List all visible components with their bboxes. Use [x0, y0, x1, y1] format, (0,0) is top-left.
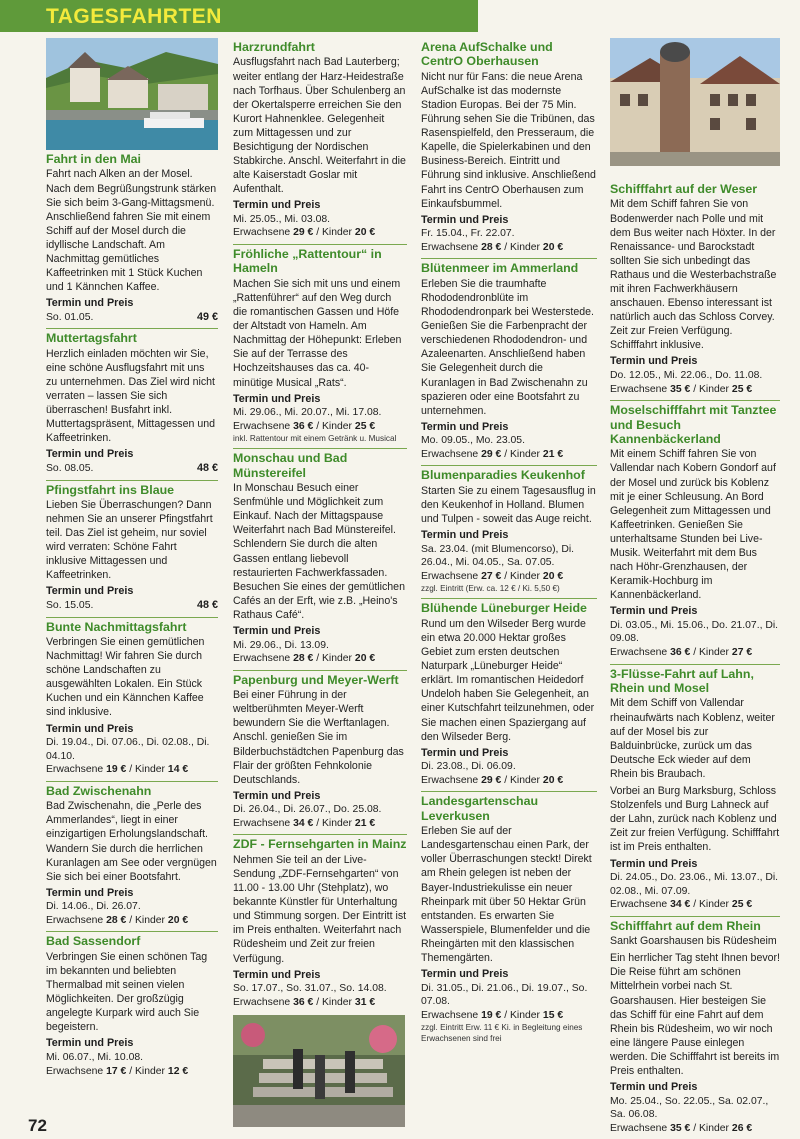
trip-title: Schifffahrt auf der Weser — [610, 182, 758, 196]
trip-dates: Mi. 29.06., Di. 13.09. — [233, 639, 329, 651]
trip-title: Fahrt in den Mai — [46, 152, 141, 166]
trip-entry — [421, 598, 597, 787]
date-price-label: Termin und Preis — [233, 199, 321, 212]
trip-description: Machen Sie sich mit uns und einem „Rattenführer“ auf den Weg durch die romantischen Gassen und Höfe der Altstadt von Hameln. Am Nachmittag der Höhepunkt: Erleben Sie auf der Terrasse des Hochzeitshauses das ca. 40-minütige Musical „Rats“. — [233, 277, 402, 389]
date-price-label: Termin und Preis — [233, 625, 321, 638]
trip-dates: Sa. 23.04. (mit Blumencorso), Di. 26.04., Mi. 04.05., Sa. 07.05. — [421, 543, 575, 569]
date-price-label: Termin und Preis — [610, 355, 698, 368]
trip-description: Nehmen Sie teil an der Live-Sendung „ZDF-Fernsehgarten“ von 11.00 - 13.00 Uhr (Stehplatz), wo bekannte Künstler für Unterhaltung und Stimmung sorgen. Der Eintritt ist im Preis enthalten. Weiterfahrt nach Rüdesheim und Zeit zur freien Verfügung. — [233, 853, 407, 965]
trip-subtitle: Sankt Goarshausen bis Rüdesheim — [610, 935, 777, 948]
trip-description: Ausflugsfahrt nach Bad Lauterberg; weiter entlang der Harz-Heidestraße nach Torfhaus. Über Schulenberg an der Okertalsperre erreichen Sie den Kurort Hahnenklee. Gelegenheit zum Mittagessen und zur Besichtigung der Nordischen Stabkirche. Anschl. Weiterfahrt in die alte Kaiserstadt Goslar mit Aufenthalt. — [233, 56, 406, 196]
trip-title: Arena AufSchalke und CentrO Oberhausen — [421, 40, 553, 69]
trip-description: Starten Sie zu einem Tagesausflug in den Keukenhof in Holland. Blumen und Tulpen - soweit das Auge reicht. — [421, 484, 596, 526]
trip-description: Fahrt nach Alken an der Mosel. Nach dem Begrüßungstrunk stärken Sie sich beim 3-Gang-Mittagsmenü. Anschließend fahren Sie mit einem Schiff auf der Mosel durch die idyllische Landschaft. Am Nachmittag gemütliches Kaffeetrinken mit 1 Stück Kuchen und 1 Kännchen Kaffee. — [46, 168, 217, 294]
date-price-label: Termin und Preis — [421, 746, 509, 759]
trip-entry — [233, 670, 407, 831]
date-price — [421, 529, 597, 594]
date-price-label: Termin und Preis — [46, 722, 134, 735]
date-price-label: Termin und Preis — [421, 420, 509, 433]
trip-price: Erwachsene 28 € / Kinder 20 € — [233, 653, 376, 665]
trip-description: Herzlich einladen möchten wir Sie, eine schöne Ausflugsfahrt mit uns zu unternehmen. Das Ziel wird nicht verraten – lassen Sie sich überraschen! Busfahrt inkl. Muttertagspräsent, Mittagessen und Kaffeetrinken. — [46, 347, 216, 445]
trip-dates: So. 15.05. — [46, 599, 94, 611]
trip-dates: Mo. 25.04., So. 22.05., Sa. 02.07., Sa. 06.08. — [610, 1095, 769, 1121]
date-price-label: Termin und Preis — [421, 968, 509, 981]
trip-entry — [610, 664, 780, 912]
date-price — [421, 968, 597, 1044]
trip-title: Monschau und Bad Münstereifel — [233, 451, 348, 480]
tv-show-stage-photo — [233, 1015, 407, 1127]
trip-dates: Mi. 06.07., Mi. 10.08. — [46, 1051, 144, 1063]
date-price — [610, 605, 780, 659]
trip-description: Rund um den Wilseder Berg wurde ein etwa 20.000 Hektar großes Gebiet zum ersten deutschen Naturpark „Lüneburger Heide“ erklärt. Im romantischen Heidedorf Undeloh haben Sie Gelegenheit, an einer Kutschfahrt teilzunehmen, oder Sie machen einen Spaziergang auf den Wilseder Berg. — [421, 617, 595, 743]
trip-description: Verbringen Sie einen gemütlichen Nachmittag! Wir fahren Sie durch schöne Landschaften zu ausgewählten Lokalen. Ein Stück Kuchen und ein Kännchen Kaffee sind inklusive. — [46, 635, 205, 719]
date-price-label: Termin und Preis — [46, 1037, 134, 1050]
date-price — [46, 887, 218, 928]
date-price-label: Termin und Preis — [46, 448, 134, 461]
date-price-label: Termin und Preis — [233, 789, 321, 802]
trip-entry — [233, 448, 407, 665]
trip-entry — [46, 150, 218, 324]
date-price — [46, 297, 218, 324]
date-price-label: Termin und Preis — [46, 297, 134, 310]
trip-dates: So. 08.05. — [46, 462, 94, 474]
trip-entry — [233, 38, 407, 240]
trip-description: Nicht nur für Fans: die neue Arena AufSchalke ist das modernste Stadion Europas. Bei der 75 Min. Führung sehen Sie die Tribünen, das Rasenspielfeld, den Presseraum, die Kapelle, die Spielerkabinen und den Business-Bereich. Eintritt und Führung sind inklusive. Anschließend Fahrt ins CentrO Oberhausen zum Einkaufsbummel. — [421, 70, 596, 210]
date-price-label: Termin und Preis — [421, 213, 509, 226]
trip-dates: Di. 23.08., Di. 06.09. — [421, 761, 516, 773]
trip-entry — [233, 244, 407, 444]
date-price — [46, 1037, 218, 1078]
hoexter-town-hall-photo — [610, 38, 780, 166]
trip-entry — [421, 465, 597, 594]
trip-entry — [233, 834, 407, 1009]
trip-entry — [421, 791, 597, 1044]
date-price-label: Termin und Preis — [610, 605, 698, 618]
trip-description: Lieben Sie Überraschungen? Dann nehmen Sie an unserer Pfingstfahrt teil. Das Ziel ist geheim, nur soviel wird verraten: Schöne Fahrt inklusive Mittagessen und Kaffeetrinken. — [46, 498, 213, 582]
trip-price: 49 € — [196, 310, 218, 323]
trip-price: Erwachsene 29 € / Kinder 20 € — [233, 227, 376, 239]
date-price-label: Termin und Preis — [610, 1081, 698, 1094]
trip-dates: Fr. 15.04., Fr. 22.07. — [421, 228, 515, 240]
column-4 — [610, 38, 780, 1139]
trip-title: Harzrundfahrt — [233, 40, 315, 54]
trip-description: Verbringen Sie einen schönen Tag im bekannten und beliebten Thermalbad mit seinen vielen Möglichkeiten. Der großzügig angelegte Kurpark wird auch Sie begeistern. — [46, 950, 208, 1034]
trip-description: Erleben Sie die traumhafte Rhododendronblüte im Rhododendronpark bei Westerstede. Genießen Sie die Farbenpracht der verschiedenen Rhododendron- und Azaleenarten. Anschließend haben Sie Gelegenheit durch die Kuranlagen in Bad Zwischenahn zu spazieren oder eine Bootsfahrt zu unternehmen. — [421, 277, 594, 417]
price-note: zzgl. Eintritt Erw. 11 € Ki. in Begleitung eines Erwachsenen sind frei — [421, 1023, 583, 1044]
trip-entry — [46, 617, 218, 777]
trip-description: In Monschau Besuch einer Senfmühle und Möglichkeit zum Einkauf. Nach der Mittagspause Weiterfahrt nach Bad Münstereifel. Schlendern Sie durch die alten Gassen entlang liebevoll restaurierten Fachwerkfassaden. Besuchen Sie eines der gemütlichen Cafés an der Erft, wie z.B. „Heino's Rathaus Café“. — [233, 482, 405, 621]
trip-dates: Mi. 25.05., Mi. 03.08. — [233, 213, 331, 225]
trip-entry — [421, 258, 597, 461]
date-price-label: Termin und Preis — [46, 585, 134, 598]
trip-price: Erwachsene 35 € / Kinder 25 € — [610, 383, 753, 395]
date-price — [610, 858, 780, 912]
date-price — [233, 393, 407, 445]
section-title: TAGESFAHRTEN — [46, 5, 222, 28]
date-price — [421, 421, 597, 462]
trip-dates: Di. 24.05., Do. 23.06., Mi. 13.07., Di. 02.08., Mi. 07.09. — [610, 872, 779, 897]
trip-entry — [421, 38, 597, 254]
trip-title: Bad Sassendorf — [46, 934, 141, 949]
trip-price: Erwachsene 36 € / Kinder 25 € — [233, 420, 376, 432]
trip-entry — [610, 916, 780, 1136]
price-note: inkl. Rattentour mit einem Getränk u. Musical — [233, 434, 397, 444]
date-price — [421, 747, 597, 788]
trip-entry — [46, 480, 218, 613]
trip-dates: Di. 31.05., Di. 21.06., Di. 19.07., So. 07.08. — [421, 982, 588, 1008]
trip-description: Ein herrlicher Tag steht Ihnen bevor! Die Reise führt am schönen Mittelrhein vorbei nach St. Goarshausen. Hier besteigen Sie das Schiff für eine Fahrt auf dem Rhein bis Rüdesheim, wo wir noch eine längere Pause einlegen werden. Die Schifffahrt ist bereits im Preis enthalten. — [610, 952, 780, 1078]
trip-entry — [610, 180, 780, 396]
trip-description: Bad Zwischenahn, die „Perle des Ammerlandes“, liegt in einer einzigartigen Erholungslandschaft. Wandern Sie durch die herrlichen Kuranlagen am See oder vergnügen Sie sich bei einer Bootsfahrt. — [46, 800, 217, 883]
trip-title: Pfingstfahrt ins Blaue — [46, 482, 175, 497]
column-2 — [233, 38, 407, 1127]
trip-entry — [46, 781, 218, 928]
trip-dates: Do. 12.05., Mi. 22.06., Do. 11.08. — [610, 369, 763, 381]
trip-dates: Di. 26.04., Di. 26.07., Do. 25.08. — [233, 804, 382, 816]
trip-price: Erwachsene 28 € / Kinder 20 € — [46, 914, 189, 926]
trip-description: Bei einer Führung in der weltberühmten Meyer-Werft bewundern Sie die Werftanlagen. Anschl. genießen Sie im Bilderbuchstädtchen Papenburg das Flair der größten Fehnkolonie Deutschlands. — [233, 689, 404, 786]
trip-price: Erwachsene 35 € / Kinder 26 € — [610, 1122, 753, 1134]
trip-dates: Mo. 09.05., Mo. 23.05. — [421, 435, 525, 447]
date-price — [46, 723, 218, 777]
trip-price: Erwachsene 34 € / Kinder 21 € — [233, 817, 376, 829]
trip-dates: So. 01.05. — [46, 311, 94, 323]
price-note: zzgl. Eintritt (Erw. ca. 12 € / Ki. 5,50 €) — [421, 584, 560, 594]
trip-description-2: Vorbei an Burg Marksburg, Schloss Stolzenfels und Burg Lahneck auf der Lahn, zurück nach Koblenz und Zeit zur freien Verfügung. Schifffahrt ist im Preis enthalten. — [610, 785, 780, 854]
trip-price: Erwachsene 36 € / Kinder 27 € — [610, 647, 753, 659]
trip-price: Erwachsene 27 € / Kinder 20 € — [421, 570, 564, 582]
trip-title: Landesgartenschau Leverkusen — [421, 794, 539, 823]
mosel-river-photo — [46, 38, 218, 150]
trip-title: Fröhliche „Rattentour“ in Hameln — [233, 247, 382, 276]
date-price — [610, 355, 780, 396]
trip-title: Schifffahrt auf dem Rhein — [610, 918, 761, 933]
trip-price: Erwachsene 36 € / Kinder 31 € — [233, 996, 376, 1008]
date-price-label: Termin und Preis — [46, 886, 134, 899]
trip-description: Erleben Sie auf der Landesgartenschau einen Park, der voller Überraschungen steckt! Direkt am Rhein gelegen ist neben der Bayer-Industriekulisse ein neuer Rheinpark mit über 50 Hektar Grün entstanden. Es erwarten Sie Wasserspiele, Blumenfelder und die Rheingärten mit den klassischen Themengärten. — [421, 825, 592, 965]
trip-entry — [46, 931, 218, 1078]
trip-dates: Di. 19.04., Di. 07.06., Di. 02.08., Di. 04.10. — [46, 737, 210, 762]
date-price — [233, 625, 407, 666]
trip-description: Mit einem Schiff fahren Sie von Vallendar nach Kobern Gondorf auf der Mosel und zurück bis Koblenz mit je einer Schleusung. An Bord Gelegenheit zum Mittagessen und Kaffeetrinken. Genießen Sie unterhaltsame Stunden bei Live-Musik. Weiterfahrt mit dem Bus nach Höhr-Grenzhausen, der Keramik-Hochburg im Kannenbäckerland. — [610, 448, 776, 602]
trip-dates: Di. 14.06., Di. 26.07. — [46, 901, 141, 913]
column-3 — [421, 38, 597, 1048]
page-number: 72 — [28, 1116, 47, 1135]
trip-title: Blumenparadies Keukenhof — [421, 468, 585, 483]
trip-title: Muttertagsfahrt — [46, 331, 137, 346]
trip-price: Erwachsene 29 € / Kinder 20 € — [421, 774, 564, 786]
date-price-label: Termin und Preis — [233, 392, 321, 405]
section-header — [0, 0, 478, 32]
date-price — [233, 199, 407, 240]
date-price-label: Termin und Preis — [233, 968, 321, 981]
trip-price: Erwachsene 19 € / Kinder 14 € — [46, 764, 189, 776]
date-price — [46, 448, 218, 475]
trip-title: Blühende Lüneburger Heide — [421, 601, 587, 616]
trip-price: Erwachsene 34 € / Kinder 25 € — [610, 899, 753, 911]
trip-price: 48 € — [196, 461, 218, 474]
trip-price: Erwachsene 19 € / Kinder 15 € — [421, 1009, 564, 1021]
date-price — [610, 1081, 780, 1135]
date-price — [233, 969, 407, 1010]
trip-description: Mit dem Schiff von Vallendar rheinaufwärts nach Koblenz, weiter auf der Mosel bis zur Balduinbrücke, zurück um das Deutsche Eck wieder auf dem Rhein bis Braubach. — [610, 697, 775, 780]
trip-title: ZDF - Fernsehgarten in Mainz — [233, 837, 407, 852]
trip-price: Erwachsene 28 € / Kinder 20 € — [421, 241, 564, 253]
trip-price: Erwachsene 17 € / Kinder 12 € — [46, 1065, 189, 1077]
date-price-label: Termin und Preis — [610, 857, 698, 870]
date-price — [233, 790, 407, 831]
trip-dates: Di. 03.05., Mi. 15.06., Do. 21.07., Di. 09.08. — [610, 619, 779, 645]
date-price — [421, 214, 597, 255]
trip-title: 3-Flüsse-Fahrt auf Lahn, Rhein und Mosel — [610, 666, 754, 696]
trip-price: Erwachsene 29 € / Kinder 21 € — [421, 448, 564, 460]
trip-entry — [610, 400, 780, 660]
trip-title: Bunte Nachmittagsfahrt — [46, 619, 187, 634]
column-1 — [46, 38, 218, 1082]
trip-description: Mit dem Schiff fahren Sie von Bodenwerder nach Polle und mit dem Bus weiter nach Höxter. In der Renaissance- und Barockstadt sollten Sie sich unbedingt das Rathaus und die Westerbachstraße mit ihren Fachwerkhäusern anschauen. Ebenso interessant ist natürlich auch das Schloss Corvey. Zeit zur Freien Verfügung. Schifffahrt inklusive. — [610, 198, 777, 352]
date-price-label: Termin und Preis — [421, 529, 509, 542]
trip-title: Bad Zwischenahn — [46, 783, 152, 798]
trip-title: Papenburg und Meyer-Werft — [233, 672, 399, 687]
trip-dates: Mi. 29.06., Mi. 20.07., Mi. 17.08. — [233, 407, 382, 419]
trip-title: Moselschifffahrt mit Tanztee und Besuch Kannenbäckerland — [610, 403, 777, 446]
trip-entry — [46, 328, 218, 475]
trip-dates: So. 17.07., So. 31.07., So. 14.08. — [233, 983, 387, 995]
date-price — [46, 585, 218, 612]
trip-price: 48 € — [196, 598, 218, 611]
trip-title: Blütenmeer im Ammerland — [421, 261, 579, 276]
